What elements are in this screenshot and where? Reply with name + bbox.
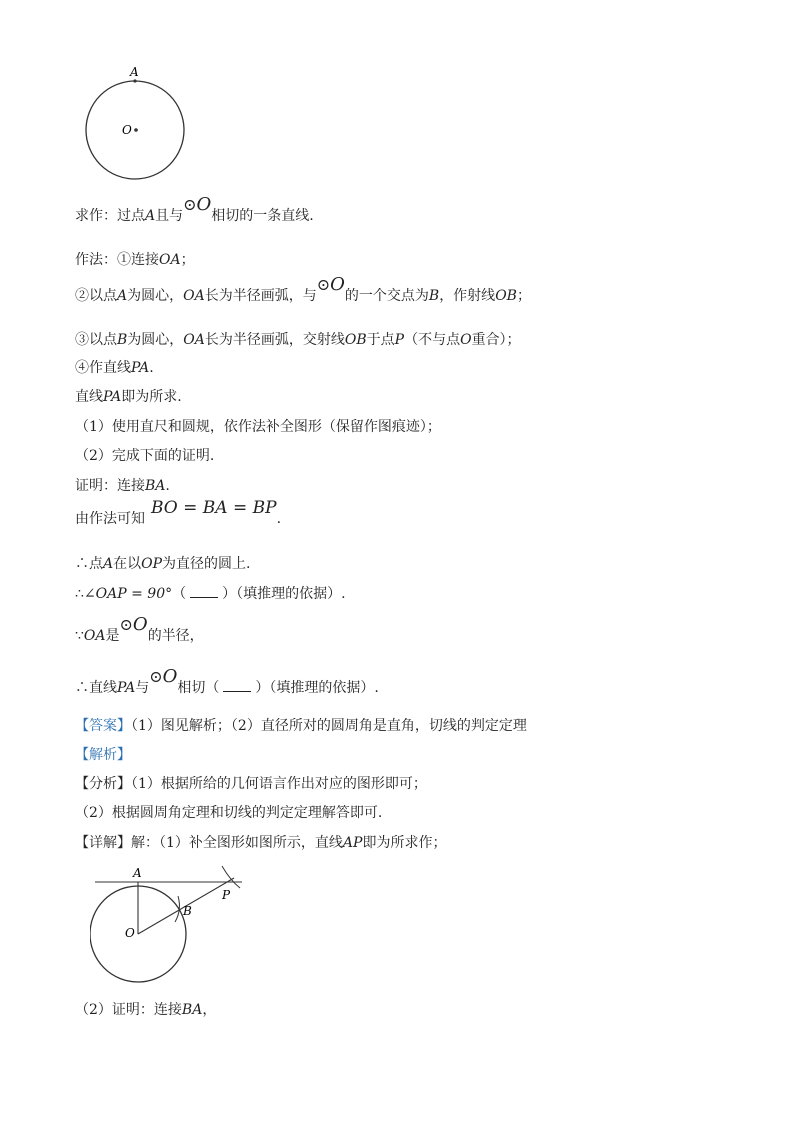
proof-start: 证明：连接BA. xyxy=(75,478,170,494)
method-step-1: 作法：①连接OA； xyxy=(75,252,195,268)
question-1: （1）使用直尺和圆规，依作法补全图形（保留作图痕迹）； xyxy=(75,419,441,435)
method-step-4: ④作直线PA. xyxy=(75,360,154,376)
point-a xyxy=(133,79,136,82)
analysis-2: （2）根据圆周角定理和切线的判定定理解答即可. xyxy=(75,805,383,821)
label-b: B xyxy=(183,904,192,918)
figure-circle-o xyxy=(70,60,200,190)
circle-o-symbol: ⊙O xyxy=(119,614,148,635)
method-step-3: ③以点B为圆心，OA长为半径画弧，交射线OB于点P（不与点O重合）； xyxy=(75,332,521,348)
figure-construction xyxy=(90,862,260,992)
answer-line: 【答案】（1）图见解析；（2）直径所对的圆周角是直角，切线的判定定理 xyxy=(75,718,527,734)
label-a: A xyxy=(133,866,142,880)
proof-part-2: （2）证明：连接BA， xyxy=(75,1002,217,1018)
conclusion-line: 直线PA即为所求. xyxy=(75,389,182,405)
proof-equal-lengths: 由作法可知BO = BA = BP. xyxy=(75,498,282,527)
arc-at-p xyxy=(222,866,240,888)
method-step-2: ②以点A为圆心，OA长为半径画弧，与⊙O的一个交点为B，作射线OB； xyxy=(75,274,531,304)
label-p: P xyxy=(222,888,231,902)
point-o xyxy=(134,128,138,132)
label-o: O xyxy=(122,123,132,137)
analysis-heading: 【解析】 xyxy=(75,747,131,763)
answer-blank xyxy=(190,585,218,598)
proof-right-angle: ∴∠OAP = 90°（ ）（填推理的依据）. xyxy=(75,586,346,602)
circle-o-symbol: ⊙O xyxy=(183,194,212,215)
proof-tangent: ∴直线PA与⊙O相切（ ）（填推理的依据）. xyxy=(75,666,379,696)
label-a: A xyxy=(130,65,139,79)
detail-line: 【详解】解：（1）补全图形如图所示，直线AP即为所求作； xyxy=(75,835,447,851)
analysis-1: 【分析】（1）根据所给的几何语言作出对应的图形即可； xyxy=(75,776,427,792)
proof-point-on-circle: ∴点A在以OP为直径的圆上. xyxy=(75,556,251,572)
answer-blank xyxy=(223,679,251,692)
label-o: O xyxy=(125,926,135,940)
proof-radius: ∵OA是⊙O的半径， xyxy=(75,614,204,644)
question-2: （2）完成下面的证明. xyxy=(75,448,215,464)
task-line: 求作：过点A且与⊙O相切的一条直线. xyxy=(75,194,314,224)
circle-o-symbol: ⊙O xyxy=(316,274,345,295)
circle-o-symbol: ⊙O xyxy=(149,666,178,687)
